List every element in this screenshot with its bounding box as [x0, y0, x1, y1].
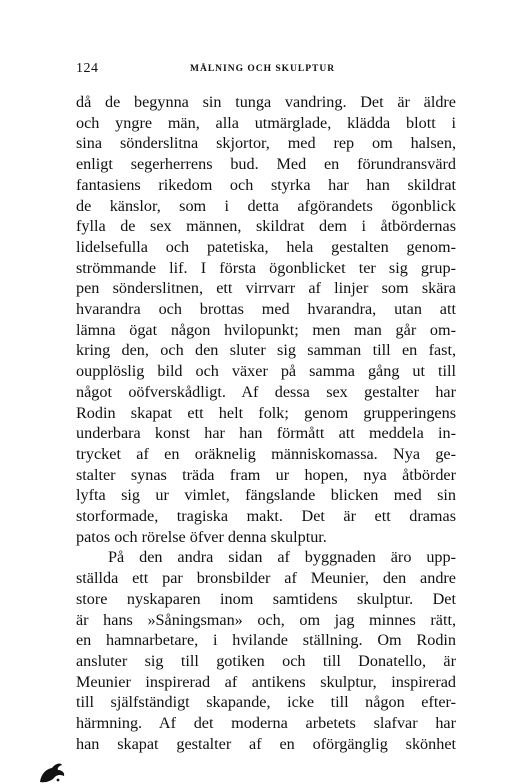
text-line: patos och rörelse öfver denna skulptur.: [76, 527, 327, 546]
text-line: trycket af en oräknelig människomassa. Nya ge-: [76, 444, 456, 463]
text-line: pen sönderslitnen, ett virrvarr af linjer som skära: [76, 279, 456, 298]
text-line: han skapat gestalter af en oförgänglig skönhet: [76, 734, 456, 753]
text-line: ställda ett par bronsbilder af Meunier, den andre: [76, 569, 456, 588]
text-line: store nyskaparen inom samtidens skulptur. Det: [76, 589, 456, 608]
text-line: något oöfverskådligt. Af dessa sex gestalter har: [76, 382, 456, 401]
body-text: [76, 92, 456, 755]
text-line: och yngre män, alla utmärglade, klädda blott i: [76, 113, 456, 132]
ink-blot-icon: [38, 760, 68, 784]
text-line: en hamnarbetare, i hvilande ställning. Om Rodin: [76, 631, 456, 650]
text-line: sina sönderslitna skjortor, med rep om halsen,: [76, 134, 456, 153]
text-line: ansluter sig till gotiken och till Donatello, är: [76, 651, 456, 670]
text-line: enligt segerherrens bud. Med en förundransvärd: [76, 155, 456, 174]
text-line: strömmande lif. I första ögonblicket ter sig grup-: [76, 258, 456, 277]
text-line: till själfständigt skapande, icke till någon efter-: [76, 693, 456, 712]
text-line: På den andra sidan af byggnaden äro upp-: [108, 548, 456, 567]
text-line: de känslor, som i detta afgörandets ögonblick: [76, 196, 456, 215]
text-line: Meunier inspirerad af antikens skulptur, inspirerad: [76, 672, 456, 691]
text-line: lämna ögat någon hvilopunkt; men man går om-: [76, 320, 456, 339]
text-line: hvarandra och brottas med hvarandra, utan att: [76, 300, 456, 319]
text-line: kring den, och den sluter sig samman till en fast,: [76, 341, 456, 360]
text-line: storformade, tragiska makt. Det är ett dramas: [76, 507, 456, 526]
running-title: MÅLNING OCH SKULPTUR: [190, 64, 336, 74]
page-number: 124: [76, 61, 99, 76]
text-line: är hans »Såningsman» och, om jag minnes rätt,: [76, 610, 456, 629]
text-line: fylla de sex männen, skildrat dem i åtbördernas: [76, 217, 456, 236]
text-line: Rodin skapat ett helt folk; genom grupperingens: [76, 403, 456, 422]
text-line: oupplöslig bild och växer på samma gång ut till: [76, 362, 456, 381]
text-line: lyfta sig ur vimlet, fängslande blicken med sin: [76, 486, 456, 505]
text-line: då de begynna sin tunga vandring. Det är äldre: [76, 93, 456, 111]
text-line: stalter synas träda fram ur hopen, nya åtbörder: [76, 465, 456, 484]
text-line: härmning. Af det moderna arbetets slafvar har: [76, 714, 456, 733]
text-line: underbara konst har han förmått att meddela in-: [76, 424, 456, 443]
text-line: fantasiens rikedom och styrka har han skildrat: [76, 175, 456, 194]
text-line: lidelsefulla och patetiska, hela gestalten genom-: [76, 237, 456, 256]
